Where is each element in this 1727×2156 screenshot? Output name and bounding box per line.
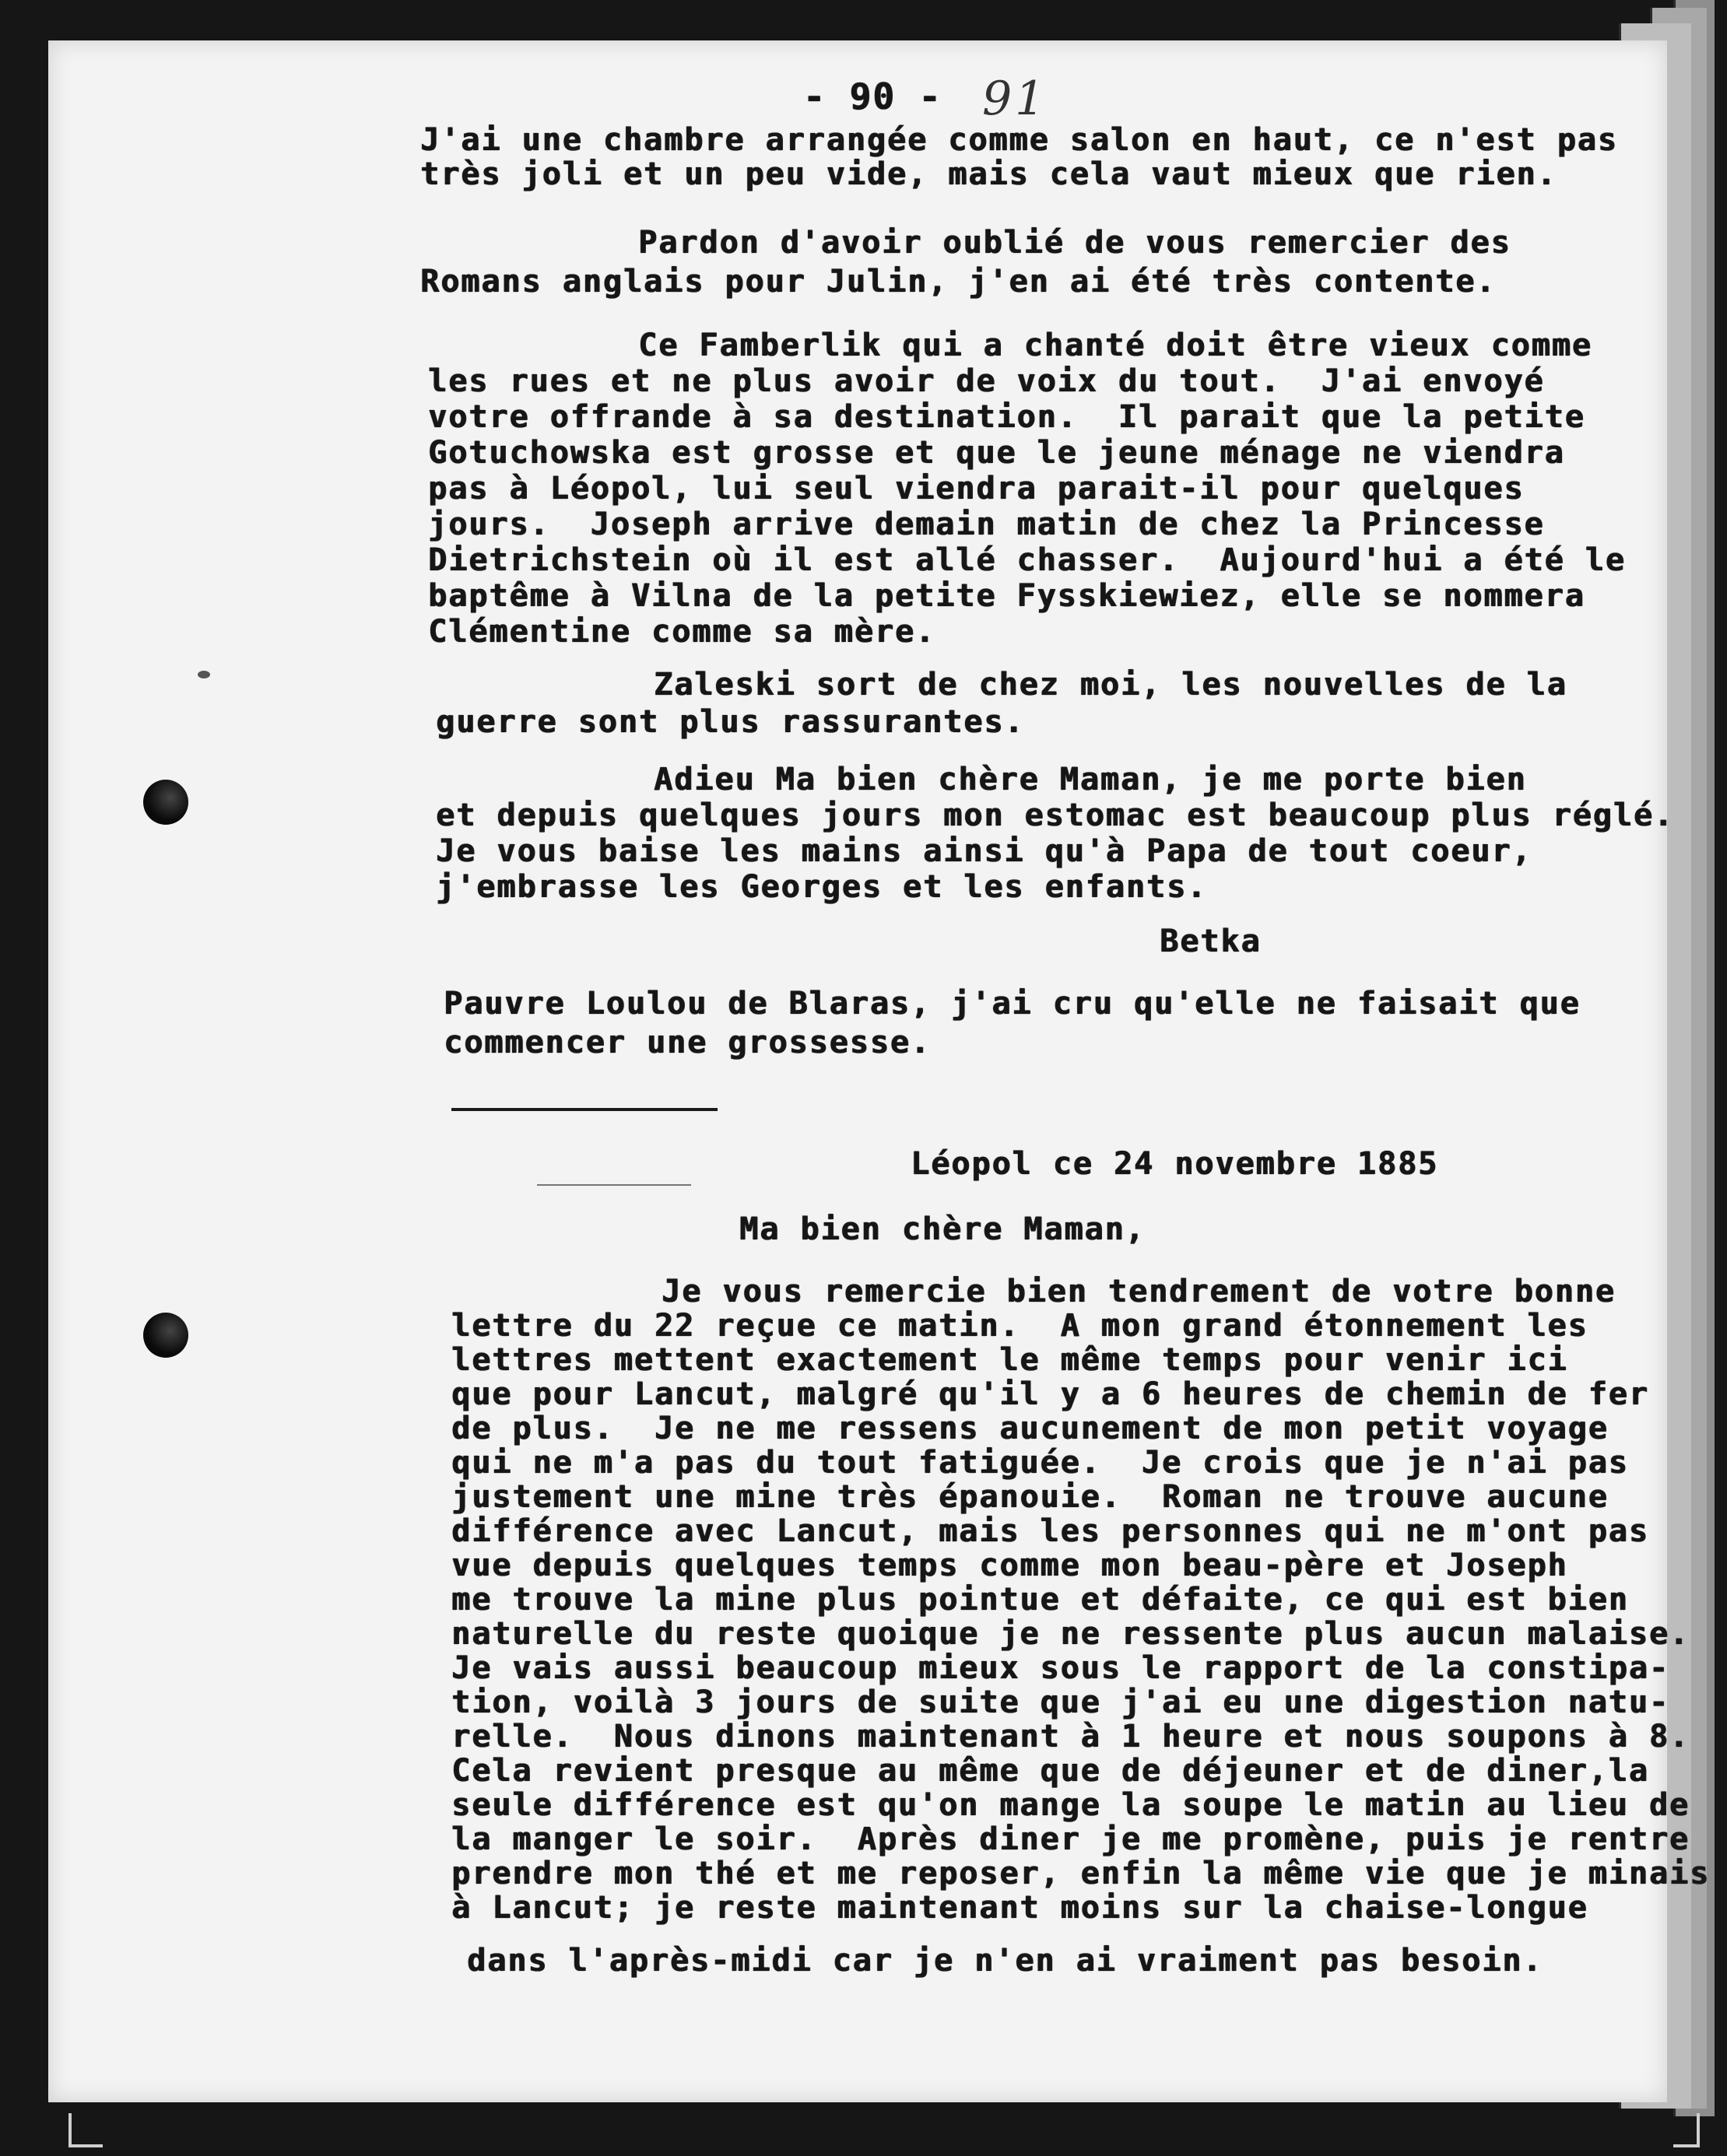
text-line: Je vous baise les mains ainsi qu'à Papa de tout coeur, bbox=[436, 833, 1532, 869]
text-line: J'ai une chambre arrangée comme salon en haut, ce n'est pas bbox=[420, 122, 1618, 158]
text-line: naturelle du reste quoique je ne ressente plus aucun malaise. bbox=[451, 1616, 1690, 1652]
text-line: lettre du 22 reçue ce matin. A mon grand étonnement les bbox=[451, 1308, 1588, 1344]
text-line: à Lancut; je reste maintenant moins sur la chaise-longue bbox=[451, 1890, 1588, 1926]
text-line: Adieu Ma bien chère Maman, je me porte bien bbox=[654, 762, 1527, 798]
text-line: baptême à Vilna de la petite Fysskiewiez, elle se nommera bbox=[428, 578, 1585, 614]
scan-corner-mark bbox=[1673, 2113, 1700, 2147]
text-line: les rues et ne plus avoir de voix du tout. J'ai envoyé bbox=[428, 363, 1545, 399]
punch-hole bbox=[143, 780, 188, 825]
place-date: Léopol ce 24 novembre 1885 bbox=[911, 1146, 1439, 1182]
postscript-line: Pauvre Loulou de Blaras, j'ai cru qu'elle ne faisait que bbox=[444, 986, 1581, 1022]
text-line: dans l'après-midi car je n'en ai vraiment pas besoin. bbox=[467, 1943, 1543, 1979]
ink-speck bbox=[198, 671, 210, 678]
text-line: justement une mine très épanouie. Roman ne trouve aucune bbox=[451, 1479, 1609, 1515]
separator-line bbox=[451, 1108, 718, 1111]
text-line: pas à Léopol, lui seul viendra parait-il pour quelques bbox=[428, 471, 1525, 507]
text-line: lettres mettent exactement le même temps pour venir ici bbox=[451, 1342, 1568, 1378]
text-line: me trouve la mine plus pointue et défaite, ce qui est bien bbox=[451, 1582, 1629, 1618]
text-line: Pardon d'avoir oublié de vous remercier des bbox=[638, 225, 1511, 261]
text-line: Zaleski sort de chez moi, les nouvelles de la bbox=[654, 667, 1567, 703]
document-page bbox=[48, 40, 1711, 2102]
text-line: de plus. Je ne me ressens aucunement de mon petit voyage bbox=[451, 1411, 1609, 1446]
text-line: relle. Nous dinons maintenant à 1 heure et nous soupons à 8. bbox=[451, 1719, 1690, 1755]
punch-hole bbox=[143, 1313, 188, 1358]
scan-corner-mark bbox=[68, 2113, 103, 2147]
text-line: très joli et un peu vide, mais cela vaut mieux que rien. bbox=[420, 156, 1557, 192]
text-line: tion, voilà 3 jours de suite que j'ai eu une digestion natu- bbox=[451, 1684, 1669, 1720]
text-line: seule différence est qu'on mange la soupe le matin au lieu de bbox=[451, 1787, 1690, 1823]
text-line: Dietrichstein où il est allé chasser. Aujourd'hui a été le bbox=[428, 542, 1626, 578]
text-line: votre offrande à sa destination. Il parait que la petite bbox=[428, 399, 1585, 435]
salutation: Ma bien chère Maman, bbox=[739, 1211, 1146, 1247]
text-line: la manger le soir. Après diner je me promène, puis je rentre bbox=[451, 1821, 1690, 1857]
text-line: vue depuis quelques temps comme mon beau-père et Joseph bbox=[451, 1548, 1568, 1583]
page-number: - 90 - bbox=[803, 75, 942, 117]
text-line: prendre mon thé et me reposer, enfin la même vie que je minais bbox=[451, 1856, 1711, 1891]
handwritten-page-number: 91 bbox=[982, 72, 1048, 126]
text-line: Clémentine comme sa mère. bbox=[428, 614, 936, 650]
text-line: guerre sont plus rassurantes. bbox=[436, 704, 1025, 740]
text-line: Gotuchowska est grosse et que le jeune ménage ne viendra bbox=[428, 435, 1565, 471]
short-rule bbox=[537, 1184, 691, 1186]
text-line: Romans anglais pour Julin, j'en ai été très contente. bbox=[420, 264, 1497, 300]
text-line: Cela revient presque au même que de déjeuner et de diner,la bbox=[451, 1753, 1649, 1789]
text-line: Je vais aussi beaucoup mieux sous le rapport de la constipa- bbox=[451, 1650, 1669, 1686]
text-line: que pour Lancut, malgré qu'il y a 6 heures de chemin de fer bbox=[451, 1376, 1649, 1412]
text-line: différence avec Lancut, mais les personnes qui ne m'ont pas bbox=[451, 1513, 1649, 1549]
postscript-line: commencer une grossesse. bbox=[444, 1025, 931, 1060]
text-line: et depuis quelques jours mon estomac est beaucoup plus réglé. bbox=[436, 798, 1675, 833]
text-line: qui ne m'a pas du tout fatiguée. Je crois que je n'ai pas bbox=[451, 1445, 1629, 1481]
text-line: jours. Joseph arrive demain matin de chez la Princesse bbox=[428, 507, 1545, 542]
text-line: Ce Famberlik qui a chanté doit être vieux comme bbox=[638, 328, 1592, 363]
text-line: j'embrasse les Georges et les enfants. bbox=[436, 869, 1208, 905]
text-line: Je vous remercie bien tendrement de votre bonne bbox=[662, 1274, 1616, 1309]
signature: Betka bbox=[1160, 924, 1262, 959]
